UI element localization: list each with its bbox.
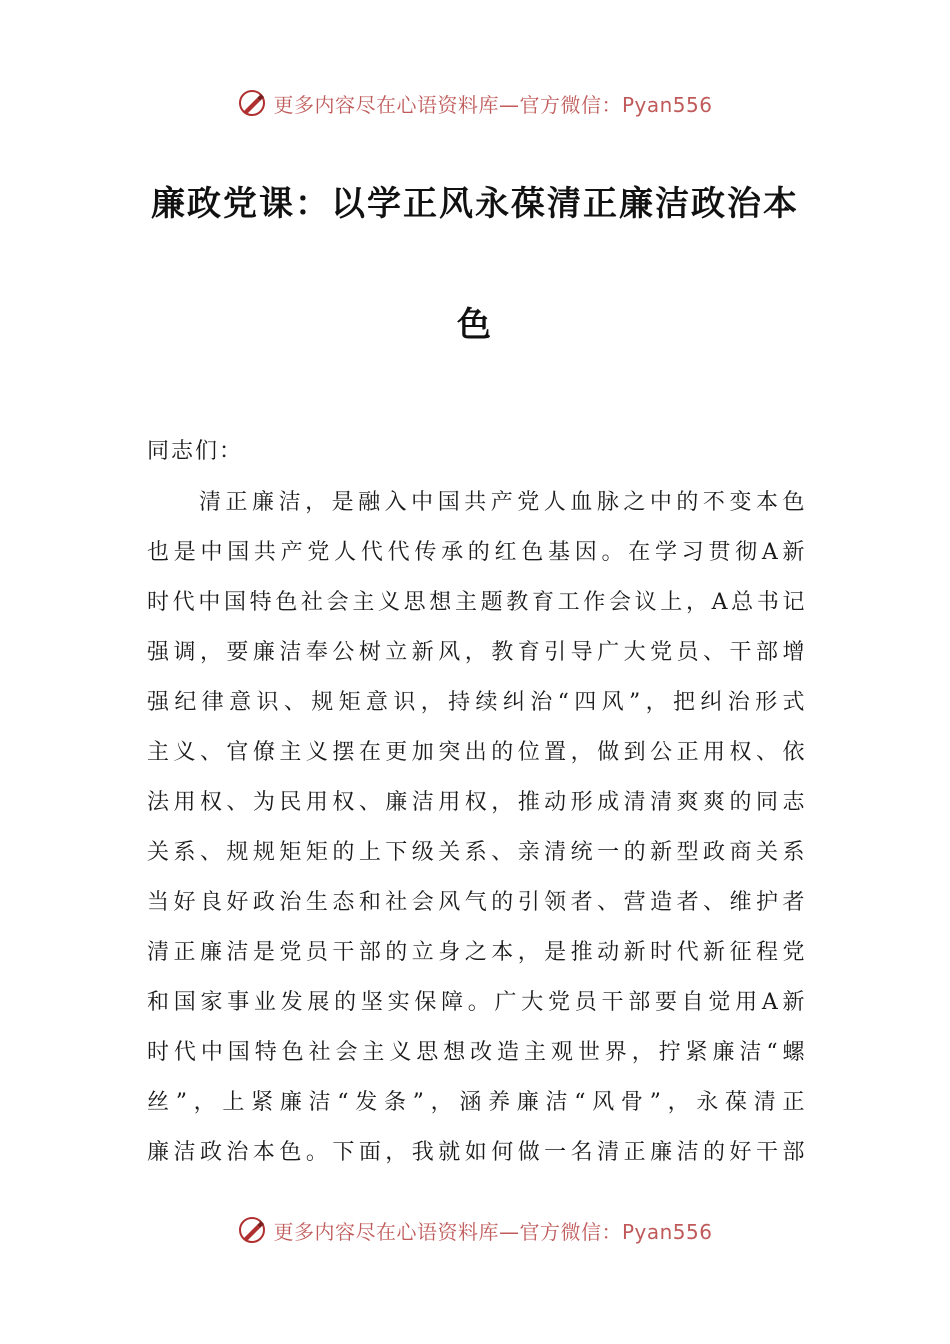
pen-logo-icon (237, 88, 267, 118)
paragraph-line: 主义、官僚主义摆在更加突出的位置，做到公正用权、依 (147, 740, 807, 765)
paragraph-line: 也是中国共产党人代代传承的红色基因。在学习贯彻A新 (147, 540, 807, 565)
pen-logo-icon (237, 1215, 267, 1245)
paragraph-line: 清正廉洁是党员干部的立身之本，是推动新时代新征程党 (147, 940, 807, 965)
paragraph-line: 时代中国特色社会主义思想改造主观世界，拧紧廉洁“螺 (147, 1040, 807, 1065)
watermark-header (0, 83, 950, 123)
document-title-line-1: 廉政党课：以学正风永葆清正廉洁政治本 (151, 184, 799, 224)
watermark-footer (0, 1210, 950, 1250)
paragraph-line: 丝”，上紧廉洁“发条”，涵养廉洁“风骨”，永葆清正 (147, 1090, 807, 1115)
paragraph-line: 和国家事业发展的坚实保障。广大党员干部要自觉用A新 (147, 990, 807, 1015)
paragraph-line: 当好良好政治生态和社会风气的引领者、营造者、维护者 (147, 890, 807, 915)
paragraph-line: 清正廉洁，是融入中国共产党人血脉之中的不变本色 (199, 490, 807, 515)
paragraph-line: 关系、规规矩矩的上下级关系、亲清统一的新型政商关系 (147, 840, 807, 865)
paragraph-line: 廉洁政治本色。下面，我就如何做一名清正廉洁的好干部 (147, 1140, 807, 1165)
greeting: 同志们： (147, 439, 244, 464)
watermark-text: 更多内容尽在心语资料库—官方微信：Pyan556 (273, 92, 713, 117)
watermark-text: 更多内容尽在心语资料库—官方微信：Pyan556 (273, 1219, 713, 1244)
paragraph-line: 时代中国特色社会主义思想主题教育工作会议上，A总书记 (147, 590, 807, 615)
paragraph-line: 法用权、为民用权、廉洁用权，推动形成清清爽爽的同志 (147, 790, 807, 815)
document-title-line-2: 色 (457, 305, 493, 345)
paragraph-line: 强纪律意识、规矩意识，持续纠治“四风”，把纠治形式 (147, 690, 807, 715)
paragraph-line: 强调，要廉洁奉公树立新风，教育引导广大党员、干部增 (147, 640, 807, 665)
